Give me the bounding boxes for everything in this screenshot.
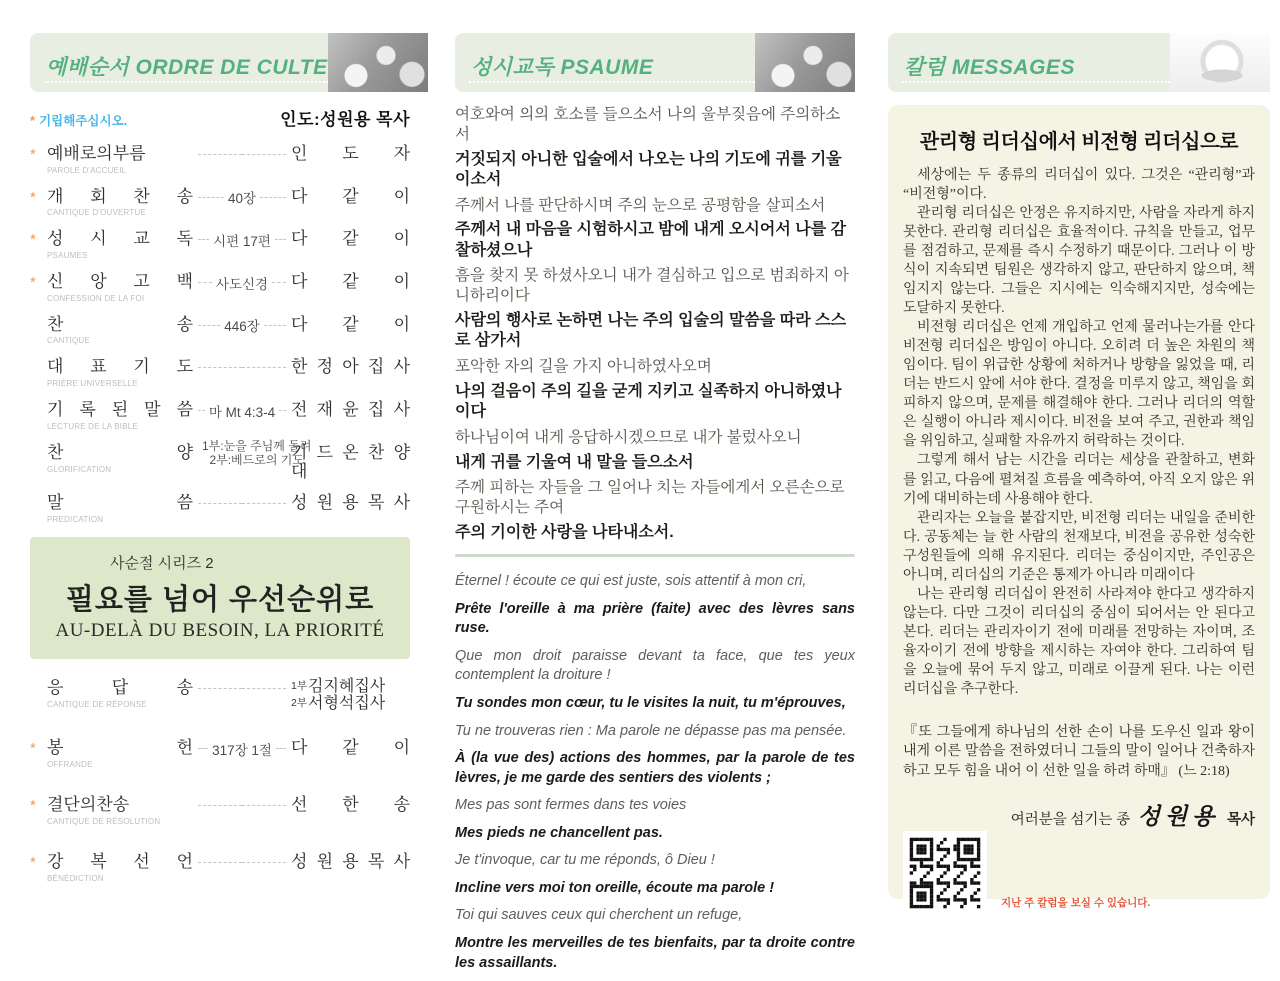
article-title: 관리형 리더십에서 비전형 리더십으로 [919, 131, 1239, 153]
worship-item-title-fr: PREDICATION [47, 514, 104, 524]
psalm-line: 나의 걸음이 주의 길을 굳게 지키고 실족하지 아니하였나이다 [455, 382, 842, 421]
worship-item-title-fr: CONFESSION DE LA FOI [47, 293, 145, 303]
psalm-line-french: Prête l'oreille à ma prière (faite) avec des lèvres sans ruse. [455, 600, 855, 637]
psalm-title-fr: PSAUME [560, 56, 654, 79]
worship-item-titles [47, 796, 193, 826]
psalm-line-french: Éternel ! écoute ce qui est juste, sois attentif à mon cri, [455, 573, 807, 590]
worship-item-titles [47, 188, 193, 218]
worship-item-title-fr: CANTIQUE D'OUVERTUE [47, 208, 146, 218]
worship-item-title-ko: 결단의찬송 [47, 795, 130, 815]
asterisk-icon: * [30, 146, 36, 163]
worship-item-title-fr: OFFRANDE [47, 760, 93, 770]
qr-code [903, 831, 987, 915]
worship-item-detail: 마 Mt 4:3-4 [208, 404, 276, 420]
worship-item-title-fr: BÉNÉDICTION [47, 873, 104, 883]
dash-line [198, 367, 242, 368]
order-of-worship-column [30, 33, 410, 910]
worship-item-detail: 사도신경 [215, 276, 269, 292]
psalm-line: 여호와여 의의 호소를 들으소서 나의 울부짖음에 주의하소서 [455, 106, 841, 143]
asterisk-icon: * [30, 740, 36, 758]
dash-line [242, 503, 286, 504]
psalm-header [455, 33, 855, 92]
worship-item-title-ko: 대 표 기 도 [47, 357, 193, 377]
worship-order-row [30, 401, 410, 431]
psalm-line-french: Montre les merveilles de tes bienfaits, par ta droite contre les assaillants. [455, 935, 855, 971]
worship-item-title-fr: CANTIQUE DE RÉSOLUTION [47, 816, 161, 826]
worship-item-dashes [198, 273, 286, 292]
signature-line [903, 798, 1255, 831]
psalm-line-french: Mes pieds ne chancellent pas. [455, 824, 663, 841]
article-paragraph: 비전형 리더십은 언제 개입하고 언제 물러나는가를 안다 비전형 리더십은 방임이 아니다. 오히려 더 높은 차원의 책임이다. 팀이 위급한 상황에 처하거나 방향을 잃었을 때, 리더는 반드시 앞에 서야 한다. 결정을 미루지 않고, 책임을 회피하지 않으며, 문제를 해결해야 한다. 그러나 리더의 역할은 실행이 아니라 제시이다. 비전을 보여 주고, 권한과 책임을 위임하고, 실패할 자유까지 허락하는 것이다. [903, 320, 1255, 450]
signature-prefix: 여러분을 섬기는 종 [1010, 811, 1131, 828]
worship-item-title-ko: 찬 양 [47, 442, 193, 462]
column-article-box [888, 105, 1270, 909]
worship-item-title-ko: 찬 송 [47, 314, 193, 334]
messages-header [888, 33, 1270, 92]
article-paragraph: 나는 관리형 리더십이 완전히 사라져야 한다고 생각하지 않는다. 다만 그것이 리더십의 중심이 되어서는 안 된다고 본다. 리더는 관리자이기 전에 미래를 전망하는 자이며, 조율자이기 전에 방향을 제시하는 자여야 한다. 그리하여 팀을 오늘에 묶어 두지 않고, 미래로 이끌게 된다. 나는 이런 리더십을 추구한다. [903, 586, 1255, 697]
asterisk-icon: * [30, 274, 36, 292]
messages-column [888, 33, 1270, 909]
signature-name: 성원용 [1137, 803, 1220, 829]
worship-item-detail: 시편 17편 [213, 233, 271, 249]
worship-item-person: 다 같 이 [291, 272, 410, 292]
worship-order-row [30, 316, 410, 346]
worship-order-row [30, 358, 410, 388]
article-paragraph: 그렇게 해서 남는 시간을 리더는 세상을 관찰하고, 변화를 읽고, 다음에 펼쳐질 흐름을 예측하여, 아직 오지 않은 위기에 대비하는데 사용해야 한다. [903, 453, 1255, 507]
psalm-line-french: À (la vue des) actions des hommes, par la parole de tes lèvres, je me garde des sentiers des violents ; [455, 750, 855, 786]
dash-line [264, 325, 286, 326]
asterisk-icon: * [30, 113, 36, 128]
dash-line [198, 282, 212, 283]
worship-item-titles [47, 230, 193, 260]
dash-line [198, 688, 242, 689]
communion-cups-photo [755, 33, 855, 92]
worship-item-title-fr: PRIÈRE UNIVERSELLE [47, 379, 138, 389]
dash-line [198, 154, 242, 155]
worship-item-dashes [198, 145, 286, 164]
worship-item-detail: 446장 [224, 319, 260, 335]
worship-item-title-ko: 강 복 선 언 [47, 851, 193, 871]
dash-line [198, 503, 242, 504]
worship-item-dashes [198, 438, 312, 468]
dash-line [198, 748, 208, 749]
worship-item-person: 다 같 이 [291, 738, 410, 758]
worship-item-person: 성 원 용 목 사 [291, 493, 410, 513]
worship-item-person: 전 재 윤 집 사 [291, 400, 410, 420]
dash-line [276, 748, 286, 749]
psalm-line: 주의 기이한 사랑을 나타내소서. [455, 523, 674, 541]
worship-item-person: 선 한 송 [291, 795, 410, 815]
worship-order-row [30, 230, 410, 260]
dash-line [242, 367, 286, 368]
worship-item-title-ko: 봉 헌 [47, 738, 193, 758]
worship-item-dashes [198, 188, 286, 207]
worship-item-dashes [198, 853, 286, 872]
worship-item-dashes [198, 230, 286, 249]
worship-item-dashes [198, 316, 286, 335]
worship-item-titles [47, 273, 193, 303]
psalm-header-text [455, 33, 755, 92]
service-leader: 인도:성원용 목사 [280, 110, 410, 129]
dash-line [198, 325, 220, 326]
psalm-line-french: Que mon droit paraisse devant ta face, que tes yeux contemplent la droiture ! [455, 647, 855, 684]
worship-item-titles [47, 444, 193, 474]
signature-suffix: 목사 [1226, 811, 1255, 828]
dash-line [198, 197, 224, 198]
worship-item-title-fr: PAROLE D'ACCUEIL [47, 165, 127, 175]
worship-item-dashes [198, 679, 286, 698]
worship-item-title-fr: GLORIFICATION [47, 464, 112, 474]
communion-photo [328, 33, 428, 92]
worship-item-person: 다 같 이 [291, 314, 410, 334]
worship-item-title-fr: LECTURE DE LA BIBLE [47, 421, 138, 431]
article-paragraph: 관리형 리더십은 안정은 유지하지만, 사람을 자라게 하지 못한다. 관리형 리더십은 효율적이다. 규칙을 만들고, 업무를 점검하고, 문제를 즉시 수정하기 때문이다. 그러나 이 방식이 지속되면 팀원은 생각하지 않고, 판단하지 않으며, 책임지지 않는다. 그들은 지시에는 익숙해지지만, 성숙에는 도달하지 못한다. [903, 206, 1255, 317]
worship-item-dashes [198, 494, 286, 513]
psalm-title [471, 51, 653, 81]
dash-line [242, 805, 286, 806]
psalm-line-french: Je t'invoque, car tu me réponds, ô Dieu ! [455, 852, 715, 869]
worship-item-person: 1부김지혜집사 2부서형석집사 [291, 677, 386, 712]
worship-item-person: 다 같 이 [291, 229, 410, 249]
worship-item-title-ko: 개 회 찬 송 [47, 186, 193, 206]
psalm-column [455, 33, 855, 981]
qr-section [903, 831, 1255, 915]
worship-order-row [30, 796, 410, 826]
dash-line [272, 282, 286, 283]
psalm-line-french: Tu ne trouveras rien : Ma parole ne dépasse pas ma pensée. [455, 722, 847, 739]
dash-line [260, 197, 286, 198]
sermon-title: 필요를 넘어 우선순위로 [65, 583, 375, 616]
psalm-title-ko: 성시교독 [471, 56, 561, 79]
psalm-french-section [455, 572, 855, 973]
worship-rows-top [30, 145, 410, 524]
worship-item-person: 성 원 용 목 사 [291, 851, 410, 871]
order-of-worship-title-fr: ORDRE DE CULTE [135, 56, 328, 79]
dash-line [198, 410, 205, 411]
psalm-line-french: Tu sondes mon cœur, tu le visites la nuit, tu m'éprouves, [455, 694, 846, 711]
order-of-worship-header [30, 33, 410, 92]
dash-line [242, 688, 286, 689]
worship-item-detail: 317장 1절 [212, 742, 272, 758]
messages-header-text [888, 33, 1170, 92]
psalm-line: 흠을 찾지 못 하셨사오니 내가 결심하고 입으로 범죄하지 아니하리이다 [455, 267, 849, 305]
worship-item-person: 기 드 온 찬 양 대 [291, 442, 410, 481]
psalm-line-french: Toi qui sauves ceux qui cherchent un refuge, [455, 907, 743, 924]
worship-item-dashes [198, 739, 286, 758]
worship-item-title-ko: 말 씀 [47, 493, 193, 513]
worship-order-row [30, 145, 410, 175]
dash-line [198, 862, 242, 863]
worship-item-detail: 1부:눈을 주님께 돌려 2부:베드로의 기도 [202, 438, 312, 468]
messages-title-en: MESSAGES [951, 56, 1075, 79]
worship-rows-bottom [30, 679, 410, 883]
psalm-line: 포악한 자의 길을 가지 아니하였사오며 [455, 357, 712, 375]
worship-item-dashes [198, 796, 286, 815]
sermon-series: 사순절 시리즈 2 [110, 554, 214, 572]
worship-item-title-ko: 신 앙 고 백 [47, 272, 193, 292]
worship-item-titles [47, 853, 193, 883]
psalm-line: 주께서 나를 판단하시며 주의 눈으로 공평함을 살피소서 [455, 196, 826, 214]
asterisk-icon: * [30, 231, 36, 249]
order-of-worship-title-ko: 예배순서 [46, 56, 136, 79]
psalm-line: 사람의 행사로 논하면 나는 주의 입술의 말씀을 따라 스스로 삼가서 [455, 312, 847, 350]
worship-item-titles [47, 679, 193, 709]
dash-line [275, 239, 286, 240]
worship-order-row [30, 273, 410, 303]
article-paragraph: 관리자는 오늘을 붙잡지만, 비전형 리더는 내일을 준비한다. 공동체는 늘 한 사람의 천재보다, 비전을 공유한 성숙한 구성원들에 의해 유지된다. 리더는 중심이지만, 주인공은 아니며, 리더십의 기준은 통제가 아니라 미래이다 [903, 510, 1255, 583]
sermon-title-box [30, 537, 410, 659]
worship-item-titles [47, 316, 193, 346]
sermon-title-fr: AU-DELÀ DU BESOIN, LA PRIORITÉ [55, 619, 385, 641]
psalm-line: 거짓되지 아니한 입술에서 나오는 나의 기도에 귀를 기울이소서 [455, 150, 842, 189]
psalm-line-french: Incline vers moi ton oreille, écoute ma parole ! [455, 879, 775, 896]
asterisk-icon: * [30, 188, 36, 206]
messages-title-ko: 칼럼 [904, 56, 952, 79]
dash-line [198, 239, 209, 240]
dash-line [198, 805, 242, 806]
dash-line [279, 410, 286, 411]
asterisk-icon: * [30, 797, 36, 815]
psalm-line: 하나님이여 내게 응답하시겠으므로 내가 불렀사오니 [455, 428, 802, 446]
article-paragraph: 세상에는 두 종류의 리더십이 있다. 그것은 “관리형”과 “비전형”이다. [903, 168, 1255, 203]
worship-item-dashes [198, 401, 286, 420]
psalm-korean-section [455, 105, 855, 543]
worship-item-titles [47, 401, 193, 431]
worship-item-title-fr: PSAUMES [47, 251, 88, 261]
worship-item-title-ko: 예배로의부름 [47, 144, 146, 163]
psalm-line: 내게 귀를 기울여 내 말을 들으소서 [455, 453, 694, 471]
worship-item-person: 인 도 자 [291, 144, 410, 163]
messages-title [904, 51, 1075, 81]
worship-item-titles [47, 494, 193, 524]
worship-item-title-ko: 기 록 된 말 씀 [47, 400, 193, 420]
worship-order-row [30, 188, 410, 218]
worship-order-row [30, 494, 410, 524]
coffee-cup-photo [1170, 33, 1270, 92]
qr-caption: 지난 주 칼럼을 보실 수 있습니다. [1001, 896, 1151, 909]
worship-order-row [30, 853, 410, 883]
worship-item-person: 다 같 이 [291, 186, 410, 206]
worship-item-title-ko: 성 시 교 독 [47, 229, 193, 249]
worship-item-titles [47, 145, 193, 175]
scripture-quote: 『또 그들에게 하나님의 선한 손이 나를 도우신 일과 왕이 내게 이른 말씀을 전하였더니 그들의 말이 일어나 건축하자 하고 모두 힘을 내어 이 선한 일을 하려 하매』 (느 2:18) [903, 724, 1255, 780]
psalm-line: 주께서 내 마음을 시험하시고 밤에 내게 오시어서 나를 감찰하셨으나 [455, 221, 847, 259]
worship-item-titles [47, 739, 193, 769]
psalm-line: 주께 피하는 자들을 그 일어나 치는 자들에게서 오른손으로 구원하시는 주여 [455, 479, 845, 516]
standing-note [30, 111, 127, 129]
psalm-line-french: Mes pas sont fermes dans tes voies [455, 797, 687, 814]
standing-note-row [30, 105, 410, 130]
worship-item-title-fr: CANTIQUE DE RÉPONSE [47, 699, 147, 709]
asterisk-icon: * [30, 853, 36, 871]
worship-item-title-fr: CANTIQUE [47, 336, 90, 346]
worship-item-person: 한 정 아 집 사 [291, 357, 410, 377]
order-of-worship-header-text [30, 33, 328, 92]
psalm-section-divider [455, 554, 855, 557]
standing-note-text: 기립해주십시오. [39, 114, 128, 128]
order-of-worship-title [46, 51, 328, 81]
dash-line [242, 154, 286, 155]
worship-order-row [30, 739, 410, 769]
worship-item-titles [47, 358, 193, 388]
worship-item-detail: 40장 [227, 191, 257, 207]
worship-item-dashes [198, 358, 286, 377]
worship-order-row [30, 438, 410, 481]
worship-order-row [30, 679, 410, 713]
worship-item-title-ko: 응 답 송 [47, 677, 193, 697]
article-body [903, 166, 1255, 699]
dash-line [242, 862, 286, 863]
